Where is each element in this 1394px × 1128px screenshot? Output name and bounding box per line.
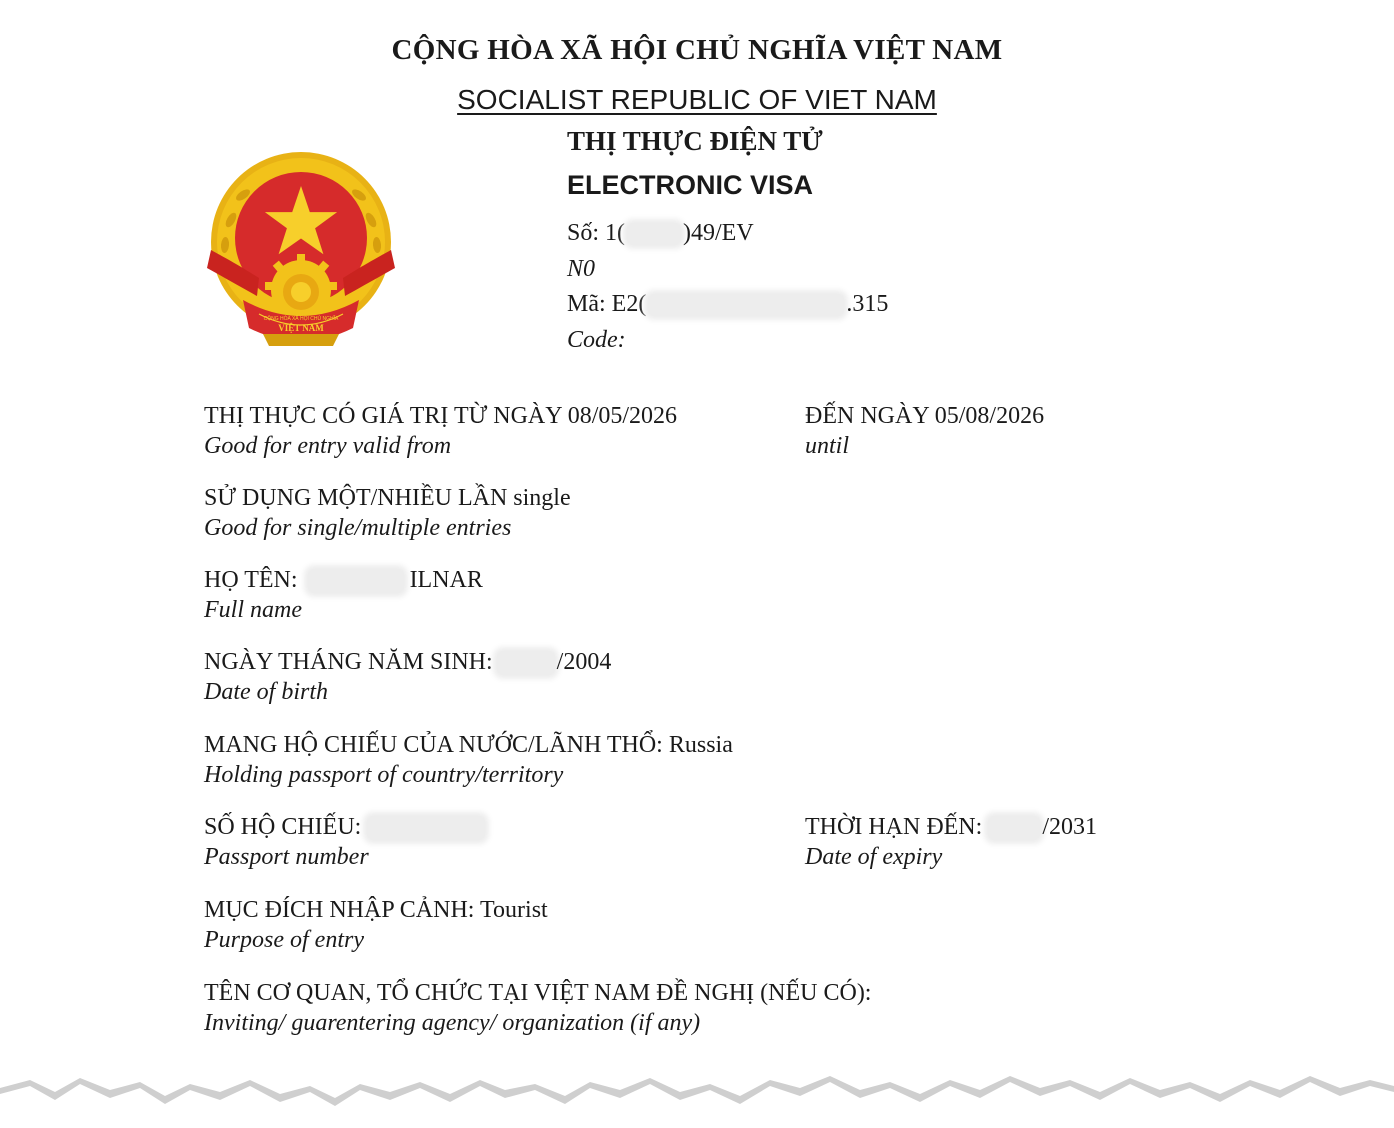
visa-number-label-en: N0: [567, 256, 596, 282]
valid-until-label-en: until: [805, 433, 850, 459]
valid-from-value: 08/05/2026: [567, 403, 678, 429]
expiry-value: /2031: [1042, 814, 1097, 840]
valid-from-label-en: Good for entry valid from: [204, 433, 452, 459]
entries-value: single: [513, 485, 571, 511]
redacted-block: [497, 651, 555, 675]
agency-label: TÊN CƠ QUAN, TỔ CHỨC TẠI VIỆT NAM ĐỀ NGHỊ (NẾU CÓ):: [204, 980, 872, 1006]
full-name-value: ILNAR: [409, 567, 483, 593]
valid-until-row: [805, 403, 1044, 430]
agency-label-en: Inviting/ guarentering agency/ organization (if any): [204, 1010, 701, 1036]
nationality-label-en: Holding passport of country/territory: [204, 762, 564, 788]
nationality-value: Russia: [668, 732, 733, 758]
passport-number-row: [204, 814, 485, 841]
full-name-label-en: Full name: [204, 597, 302, 623]
visa-title-en: ELECTRONIC VISA: [567, 170, 814, 200]
purpose-label: MỤC ĐÍCH NHẬP CẢNH:: [204, 897, 475, 923]
redacted-block: [648, 294, 844, 316]
valid-from-label: THỊ THỰC CÓ GIÁ TRỊ TỪ NGÀY: [204, 403, 562, 429]
visa-number-suffix: )49/EV: [683, 220, 754, 246]
passport-number-label: SỐ HỘ CHIẾU:: [204, 814, 362, 840]
purpose-label-en: Purpose of entry: [204, 927, 364, 953]
dob-label-en: Date of birth: [204, 679, 328, 705]
torn-edge: [0, 1030, 1394, 1128]
national-emblem-icon: [203, 150, 399, 355]
svg-text:CỘNG HÒA XÃ HỘI CHỦ NGHĨA: CỘNG HÒA XÃ HỘI CHỦ NGHĨA: [263, 316, 339, 322]
country-name-en: SOCIALIST REPUBLIC OF VIET NAM: [457, 84, 937, 115]
visa-code-prefix: E2(: [611, 291, 647, 317]
visa-code-label: Mã:: [567, 291, 606, 317]
full-name-row: [204, 567, 483, 594]
redacted-block: [308, 569, 404, 593]
visa-number: [567, 220, 754, 247]
nationality-row: [204, 732, 733, 759]
visa-title-vn: THỊ THỰC ĐIỆN TỬ: [567, 126, 823, 156]
entries-row: [204, 485, 571, 512]
visa-code-suffix: .315: [846, 291, 889, 317]
purpose-row: [204, 897, 548, 924]
redacted-block: [988, 816, 1040, 840]
visa-code: [567, 291, 888, 318]
visa-code-label-en: Code:: [567, 327, 626, 353]
expiry-label-en: Date of expiry: [805, 844, 943, 870]
valid-until-label: ĐẾN NGÀY: [805, 403, 929, 429]
dob-label: NGÀY THÁNG NĂM SINH:: [204, 649, 493, 675]
expiry-row: [805, 814, 1097, 841]
valid-until-value: 05/08/2026: [934, 403, 1045, 429]
full-name-label: HỌ TÊN:: [204, 567, 298, 593]
dob-value: /2004: [556, 649, 612, 675]
redacted-block: [627, 223, 681, 245]
valid-from-row: [204, 403, 677, 430]
redacted-block: [367, 816, 485, 840]
entries-label: SỬ DỤNG MỘT/NHIỀU LẦN: [204, 485, 508, 511]
visa-number-prefix: 1(: [605, 220, 626, 246]
purpose-value: Tourist: [480, 897, 548, 923]
country-name-vn: CỘNG HÒA XÃ HỘI CHỦ NGHĨA VIỆT NAM: [391, 34, 1003, 66]
dob-row: [204, 649, 611, 676]
expiry-label: THỜI HẠN ĐẾN:: [805, 814, 983, 840]
passport-number-label-en: Passport number: [204, 844, 369, 870]
nationality-label: MANG HỘ CHIẾU CỦA NƯỚC/LÃNH THỔ:: [204, 732, 663, 758]
entries-label-en: Good for single/multiple entries: [204, 515, 512, 541]
svg-text:VIỆT NAM: VIỆT NAM: [278, 323, 324, 333]
visa-number-label: Số:: [567, 220, 600, 246]
